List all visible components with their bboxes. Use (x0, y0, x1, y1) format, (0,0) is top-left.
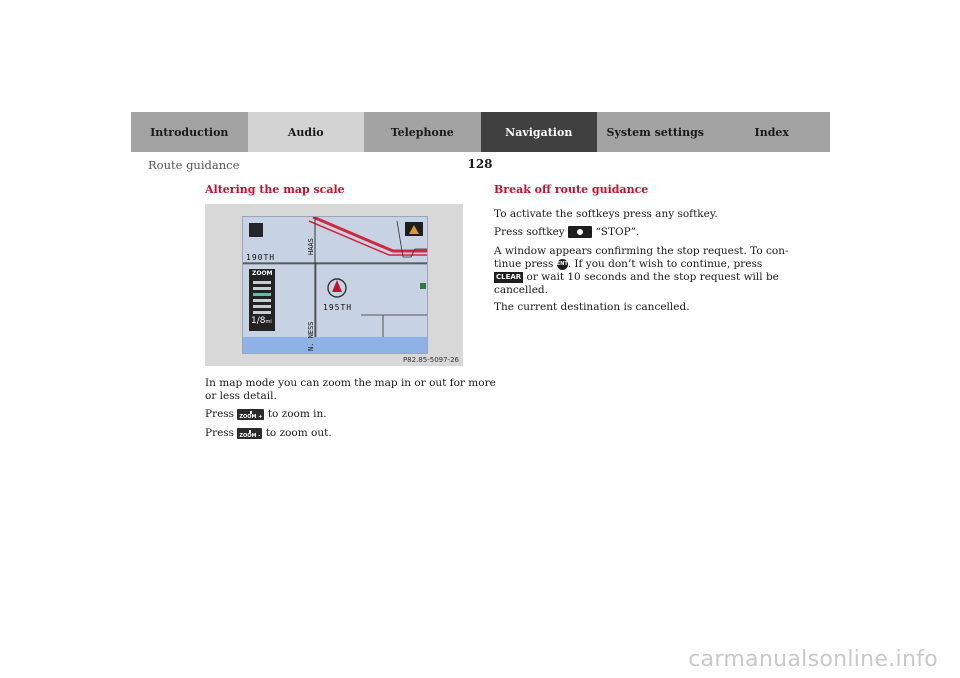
scale-text (251, 316, 272, 326)
heading-break-off-route-guidance: Break off route guidance (494, 183, 649, 196)
text-line (494, 258, 789, 271)
street-label: HAAS (307, 238, 315, 255)
street-label: N. NESS (307, 321, 315, 351)
tab-label: Introduction (150, 125, 229, 139)
zoom-panel-label: ZOOM (252, 270, 273, 277)
text-fragment: . If you don’t wish to continue, press (567, 258, 763, 270)
clear-key-icon (494, 272, 523, 283)
tab-label: Index (754, 125, 789, 139)
text-zoom-out: to zoom out. (265, 427, 332, 439)
tab-label: Audio (287, 125, 324, 139)
softkey-icon (568, 226, 592, 238)
tab-telephone[interactable] (364, 112, 481, 152)
text-line: A window appears confirming the stop request. To con- (494, 245, 789, 257)
key-label: ZOOM + (239, 413, 263, 420)
page-number: 128 (467, 157, 493, 171)
tab-label: Navigation (505, 125, 573, 139)
text-line: cancelled. (494, 284, 548, 296)
paragraph-activate-softkeys: To activate the softkeys press any softkey. (494, 208, 718, 220)
map-figure (205, 204, 463, 366)
section-title: Route guidance (148, 158, 240, 172)
tab-audio[interactable] (248, 112, 365, 152)
navigation-map (242, 216, 428, 354)
paragraph-confirm-window (494, 245, 789, 297)
tab-system-settings[interactable] (597, 112, 714, 152)
zoom-in-instruction (205, 408, 327, 421)
text-fragment: tinue press (494, 258, 554, 270)
scale-unit: mi (265, 319, 272, 325)
text-line: In map mode you can zoom the map in or out for more (205, 377, 496, 389)
zoom-out-instruction (205, 427, 332, 440)
paragraph-press-softkey (494, 226, 639, 239)
text-line: Press softkey (494, 226, 565, 238)
text-press: Press (205, 427, 235, 439)
key-label: CLEAR (496, 272, 522, 281)
tab-label: Telephone (390, 125, 454, 139)
text-fragment: or wait 10 seconds and the stop request will be (526, 271, 779, 283)
text-line (494, 271, 789, 284)
tab-label: System settings (606, 125, 704, 139)
key-label: ZOOM - (239, 432, 261, 439)
tab-introduction[interactable] (131, 112, 248, 152)
text-zoom-in: to zoom in. (267, 408, 327, 420)
enter-key-icon (557, 259, 568, 270)
paragraph-destination-cancelled: The current destination is cancelled. (494, 301, 690, 313)
chapter-tabs (131, 112, 830, 152)
text-line: or less detail. (205, 390, 277, 402)
zoom-in-key-icon (237, 409, 264, 420)
zoom-out-key-icon (237, 428, 262, 439)
heading-altering-map-scale: Altering the map scale (205, 183, 345, 196)
intro-paragraph (205, 377, 496, 403)
watermark: carmanualsonline.info (688, 647, 938, 672)
scale-value: 1/8 (251, 316, 266, 326)
text-press: Press (205, 408, 235, 420)
figure-code: P82.85-5097-26 (402, 356, 459, 364)
street-label: 190TH (246, 253, 276, 262)
text-line: “STOP”. (595, 226, 640, 238)
key-label: ENT (556, 260, 568, 267)
tab-navigation[interactable] (481, 112, 598, 152)
street-label: 195TH (323, 303, 353, 312)
map-graphic (243, 217, 427, 353)
tab-index[interactable] (714, 112, 831, 152)
